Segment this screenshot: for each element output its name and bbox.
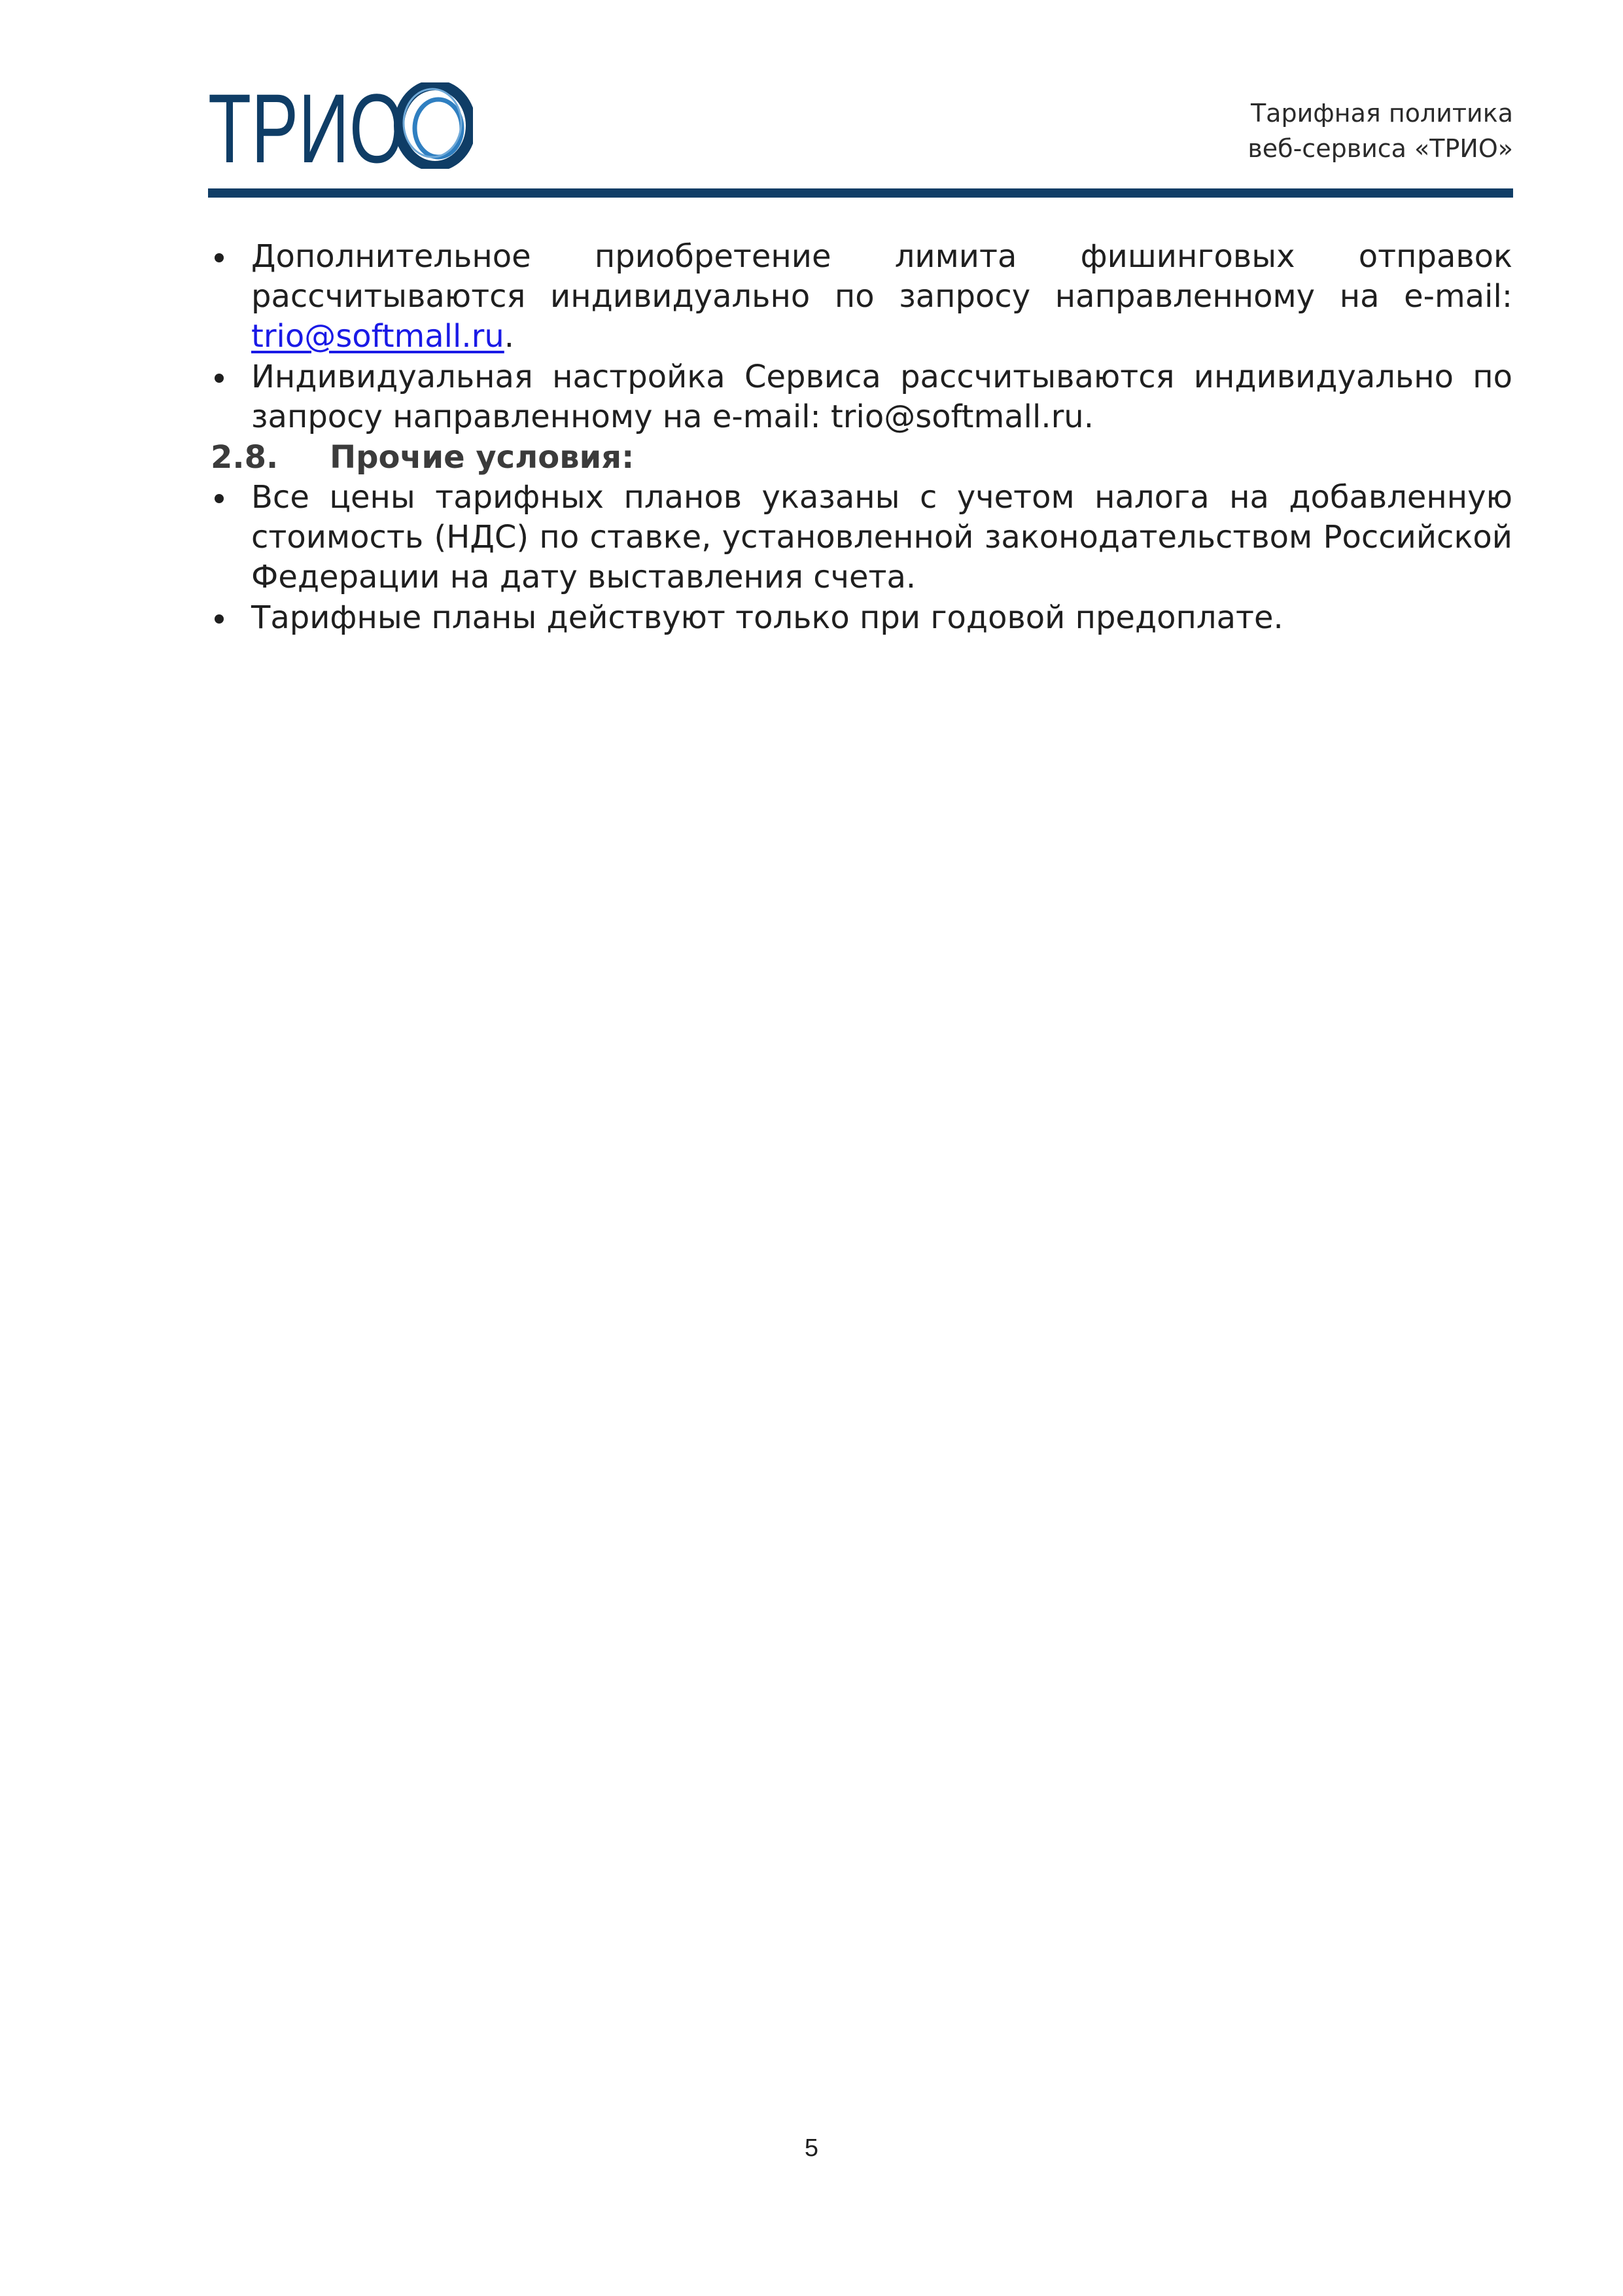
list-item-text: Индивидуальная настройка Сервиса рассчитываются индивидуально по запросу направленному на e-mail: trio@softmall.ru. — [251, 359, 1512, 435]
list-item-punct: . — [504, 318, 515, 355]
list-item — [211, 598, 1512, 638]
page-number: 5 — [804, 2134, 819, 2162]
trio-logo — [208, 82, 473, 169]
document-header — [1248, 96, 1513, 166]
page-content — [211, 237, 1512, 639]
list-item-text: Все цены тарифных планов указаны с учетом налога на добавленную стоимость (НДС) по ставке, установленной законодательством Российской Федерации на дату выставления счета. — [251, 479, 1512, 595]
bullet-list-pricing — [211, 237, 1512, 437]
bullet-list-conditions — [211, 478, 1512, 638]
section-heading — [211, 438, 1512, 478]
list-item — [211, 357, 1512, 437]
email-link[interactable]: trio@softmall.ru — [251, 318, 504, 355]
list-item — [211, 478, 1512, 597]
section-number: 2.8. — [211, 439, 279, 476]
logo-ring-icon — [399, 85, 471, 166]
section-title: Прочие условия: — [330, 439, 635, 476]
logo-text: ТРИО — [208, 82, 404, 169]
list-item-text: Тарифные планы действуют только при годовой предоплате. — [251, 599, 1283, 636]
list-item — [211, 237, 1512, 357]
list-item-text: Дополнительное приобретение лимита фишинговых отправок рассчитываются индивидуально по запросу направленному на e-mail: — [251, 238, 1512, 315]
header-divider — [208, 188, 1513, 198]
header-title-line2: веб-сервиса «ТРИО» — [1248, 134, 1513, 163]
header-title-line1: Тарифная политика — [1250, 99, 1513, 128]
